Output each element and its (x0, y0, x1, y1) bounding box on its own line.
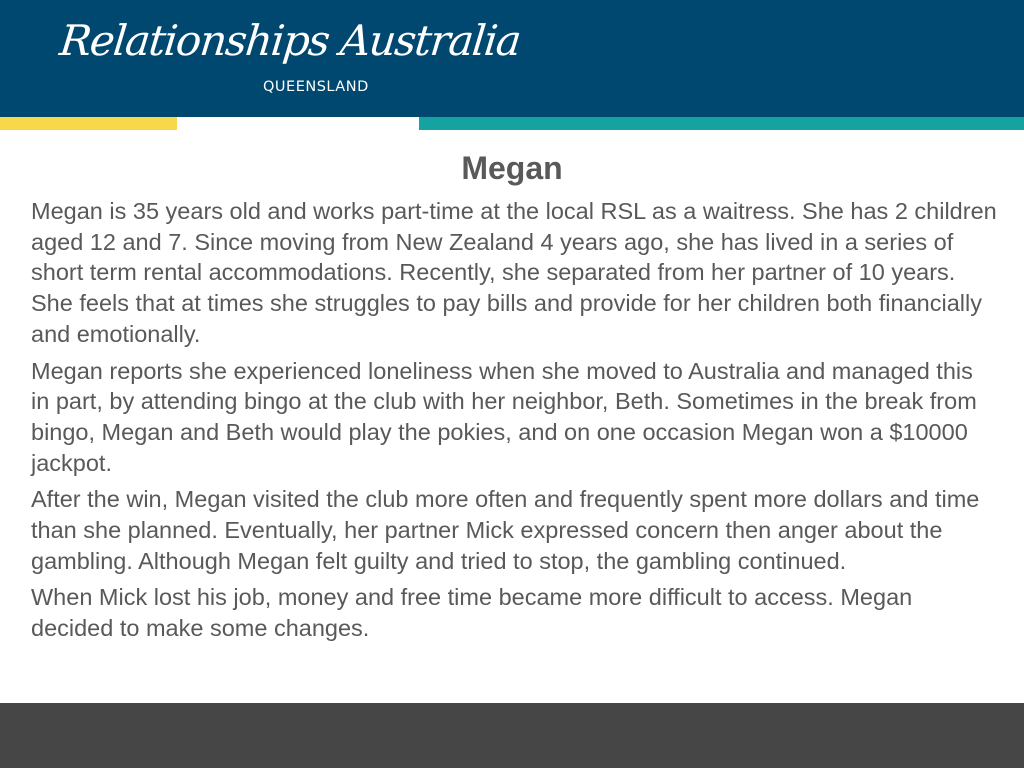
accent-stripe-teal (419, 117, 1024, 130)
accent-stripe-yellow (0, 117, 177, 130)
header-banner (0, 0, 1024, 117)
slide-title: Megan (461, 150, 563, 186)
accent-stripe-gap (177, 117, 419, 130)
slide-body (31, 196, 997, 650)
footer-band (0, 703, 1024, 768)
logo-wordmark: Relationships Australia (57, 16, 523, 65)
body-paragraph: When Mick lost his job, money and free time became more difficult to access. Megan decided to make some changes. (31, 584, 913, 642)
logo-subtitle: QUEENSLAND (263, 79, 369, 95)
body-paragraph: Megan reports she experienced loneliness when she moved to Australia and managed this in part, by attending bingo at the club with her neighbor, Beth. Sometimes in the break from bingo, Megan and Beth would play the pokies, and on one occasion Megan won a $10000 jackpot. (31, 357, 977, 476)
body-paragraph: After the win, Megan visited the club more often and frequently spent more dollars and time than she planned. Eventually, her partner Mick expressed concern then anger about the gambling. Although Megan felt guilty and tried to stop, the gambling continued. (31, 486, 980, 574)
body-paragraph: Megan is 35 years old and works part-time at the local RSL as a waitress. She has 2 children aged 12 and 7. Since moving from New Zealand 4 years ago, she has lived in a series of short term rental accommodations. Recently, she separated from her partner of 10 years. She feels that at times she struggles to pay bills and provide for her children both financially and emotionally. (31, 198, 997, 347)
